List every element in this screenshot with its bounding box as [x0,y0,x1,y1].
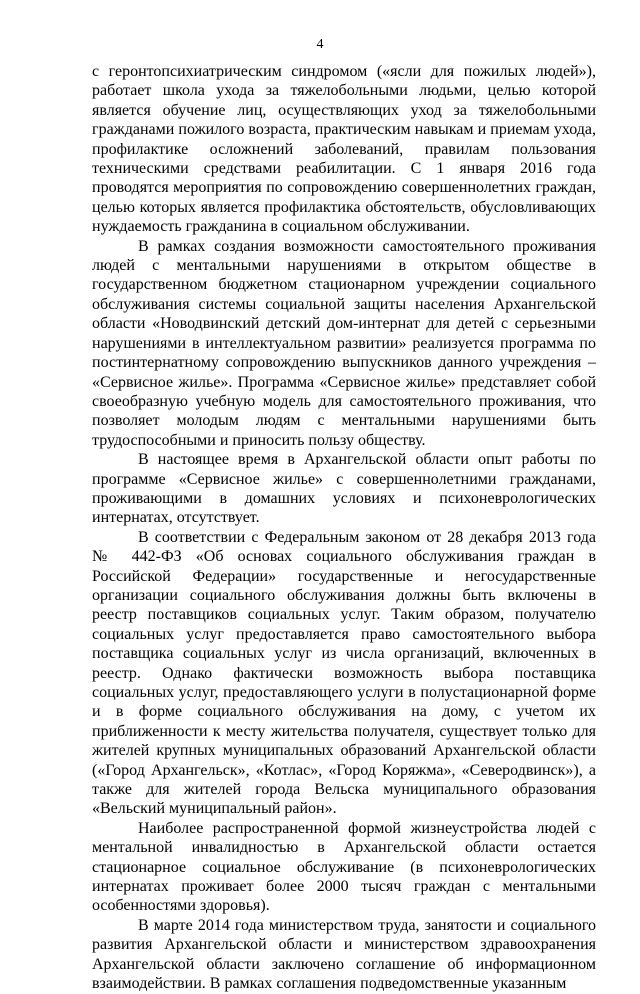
paragraph-federal-law: В соответствии с Федеральным законом от 28 декабря 2013 года № 442-ФЗ «Об основах социального обслуживания граждан в Российской Федерации» государственные и негосударственные организации социального обслуживания должны быть включены в реестр поставщиков социальных услуг. Таким образом, получателю социальных услуг предоставляется право самостоятельного выбора поставщика социальных услуг из числа организаций, включенных в реестр. Однако фактически возможность выбора поставщика социальных услуг, предоставляющего услуги в полустационарной форме и в форме социального обслуживания на дому, с учетом их приближенности к месту жительства получателя, существует только для жителей крупных муниципальных образований Архангельской области («Город Архангельск», «Котлас», «Город Коряжма», «Северодвинск»), а также для жителей города Вельска муниципального образования «Вельский муниципальный район». [92,528,596,818]
page-number: 4 [316,37,324,52]
document-body [92,62,596,994]
paragraph-continuation: с геронтопсихиатрическим синдромом («ясли для пожилых людей»), работает школа ухода за тяжелобольными людьми, целью которой является обучение лиц, осуществляющих уход за тяжелобольными гражданами пожилого возраста, практическим навыкам и приемам ухода, профилактике осложнений заболеваний, правилам пользования техническими средствами реабилитации. С 1 января 2016 года проводятся мероприятия по сопровождению совершеннолетних граждан, целью которых является профилактика обстоятельств, обусловливающих нуждаемость гражданина в социальном обслуживании. [92,63,596,236]
paragraph-current-status: В настоящее время в Архангельской области опыт работы по программе «Сервисное жилье» с совершеннолетними гражданами, проживающими в домашних условиях и психоневрологических интернатах, отсутствует. [92,451,596,527]
paragraph-agreement: В марте 2014 года министерством труда, занятости и социального развития Архангельской области и министерством здравоохранения Архангельской области заключено соглашение об информационном взаимодействии. В рамках соглашения подведомственные указанным [92,916,596,993]
paragraph-residential-care: Наиболее распространенной формой жизнеустройства людей с ментальной инвалидностью в Архангельской области остается стационарное социальное обслуживание (в психоневрологических интернатах проживает более 2000 тысяч граждан с ментальными особенностями здоровья). [92,819,596,915]
paragraph-service-housing: В рамках создания возможности самостоятельного проживания людей с ментальными нарушениями в открытом обществе в государственном бюджетном стационарном учреждении социального обслуживания системы социальной защиты населения Архангельской области «Новодвинский детский дом-интернат для детей с серьезными нарушениями в интеллектуальном развитии» реализуется программа по постинтернатному сопровождению выпускников данного учреждения – «Сервисное жилье». Программа «Сервисное жилье» представляет собой своеобразную учебную модель для самостоятельного проживания, что позволяет молодым людям с ментальными нарушениями быть трудоспособными и приносить пользу обществу. [92,237,596,449]
